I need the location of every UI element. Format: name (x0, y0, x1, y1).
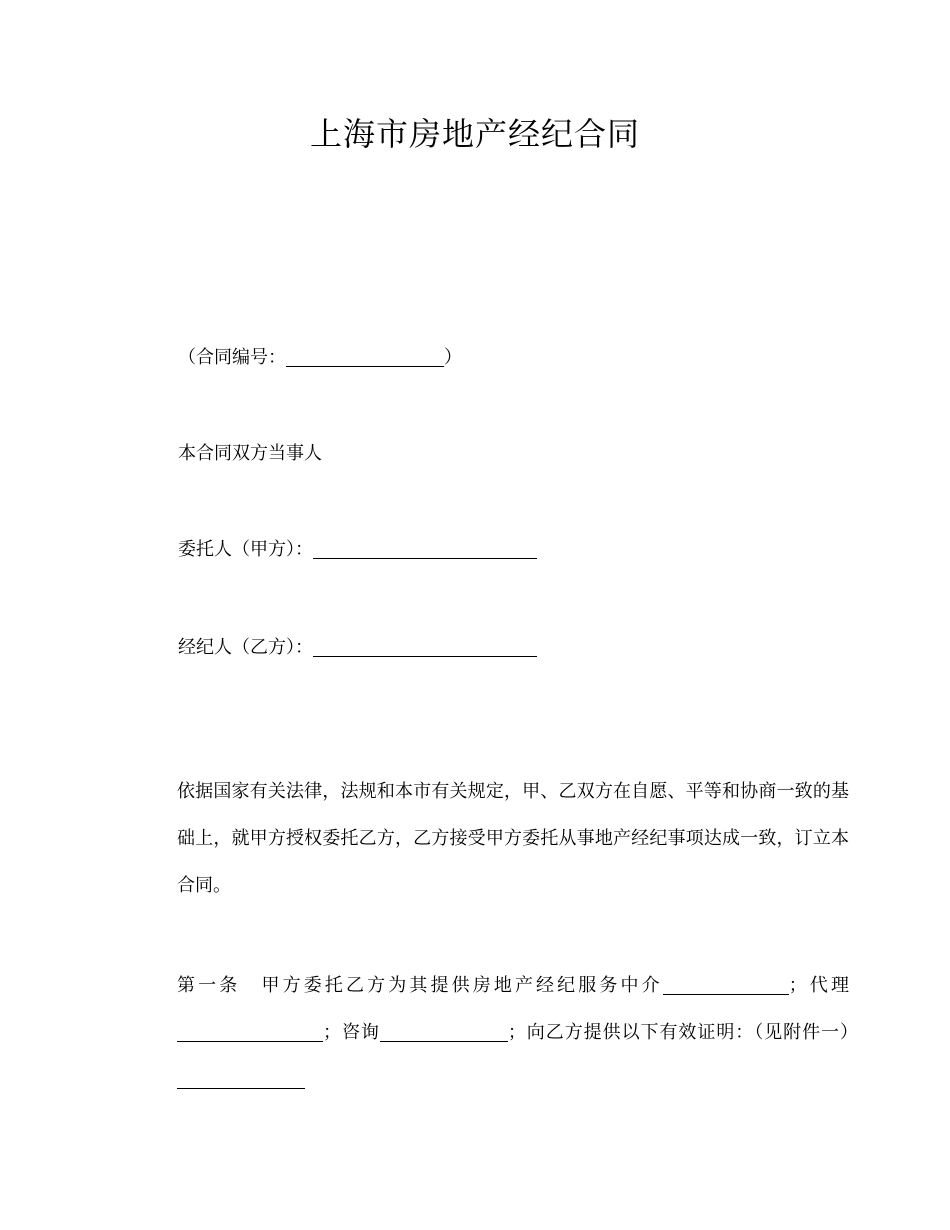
article-1-sep-docs: ；向乙方提供以下有效证明：（见附件一） (507, 1022, 850, 1043)
article-1-intro: 甲方委托乙方为其提供房地产经纪服务中介 (261, 975, 663, 996)
article-1-sep-consult: ；咨询 (323, 1022, 380, 1043)
party-a-label: 委托人（甲方）： (178, 539, 313, 560)
agent-service-blank[interactable] (177, 1021, 323, 1042)
contract-number-prefix: （合同编号： (178, 347, 286, 368)
document-title: 上海市房地产经纪合同 (309, 115, 640, 153)
party-b-label: 经纪人（乙方）： (178, 637, 313, 658)
contract-number-suffix: ） (444, 347, 462, 368)
consult-service-blank[interactable] (380, 1021, 508, 1042)
documents-blank[interactable] (177, 1068, 305, 1089)
party-b-blank[interactable] (313, 636, 537, 657)
party-a-blank[interactable] (313, 538, 537, 559)
party-b-line (178, 635, 537, 661)
article-1-sep-agent: ；代理 (788, 975, 850, 996)
party-a-line (178, 537, 537, 563)
contract-number-blank[interactable] (286, 346, 444, 367)
article-1-heading: 第一条 (177, 975, 241, 996)
article-1-paragraph (140, 962, 849, 1103)
agency-service-blank[interactable] (663, 974, 789, 995)
contract-number-line (178, 345, 462, 371)
parties-heading: 本合同双方当事人 (178, 443, 322, 464)
preamble-paragraph: 依据国家有关法律，法规和本市有关规定，甲、乙双方在自愿、平等和协商一致的基础上，就甲方授权委托乙方，乙方接受甲方委托从事地产经纪事项达成一致，订立本合同。 (177, 781, 849, 896)
